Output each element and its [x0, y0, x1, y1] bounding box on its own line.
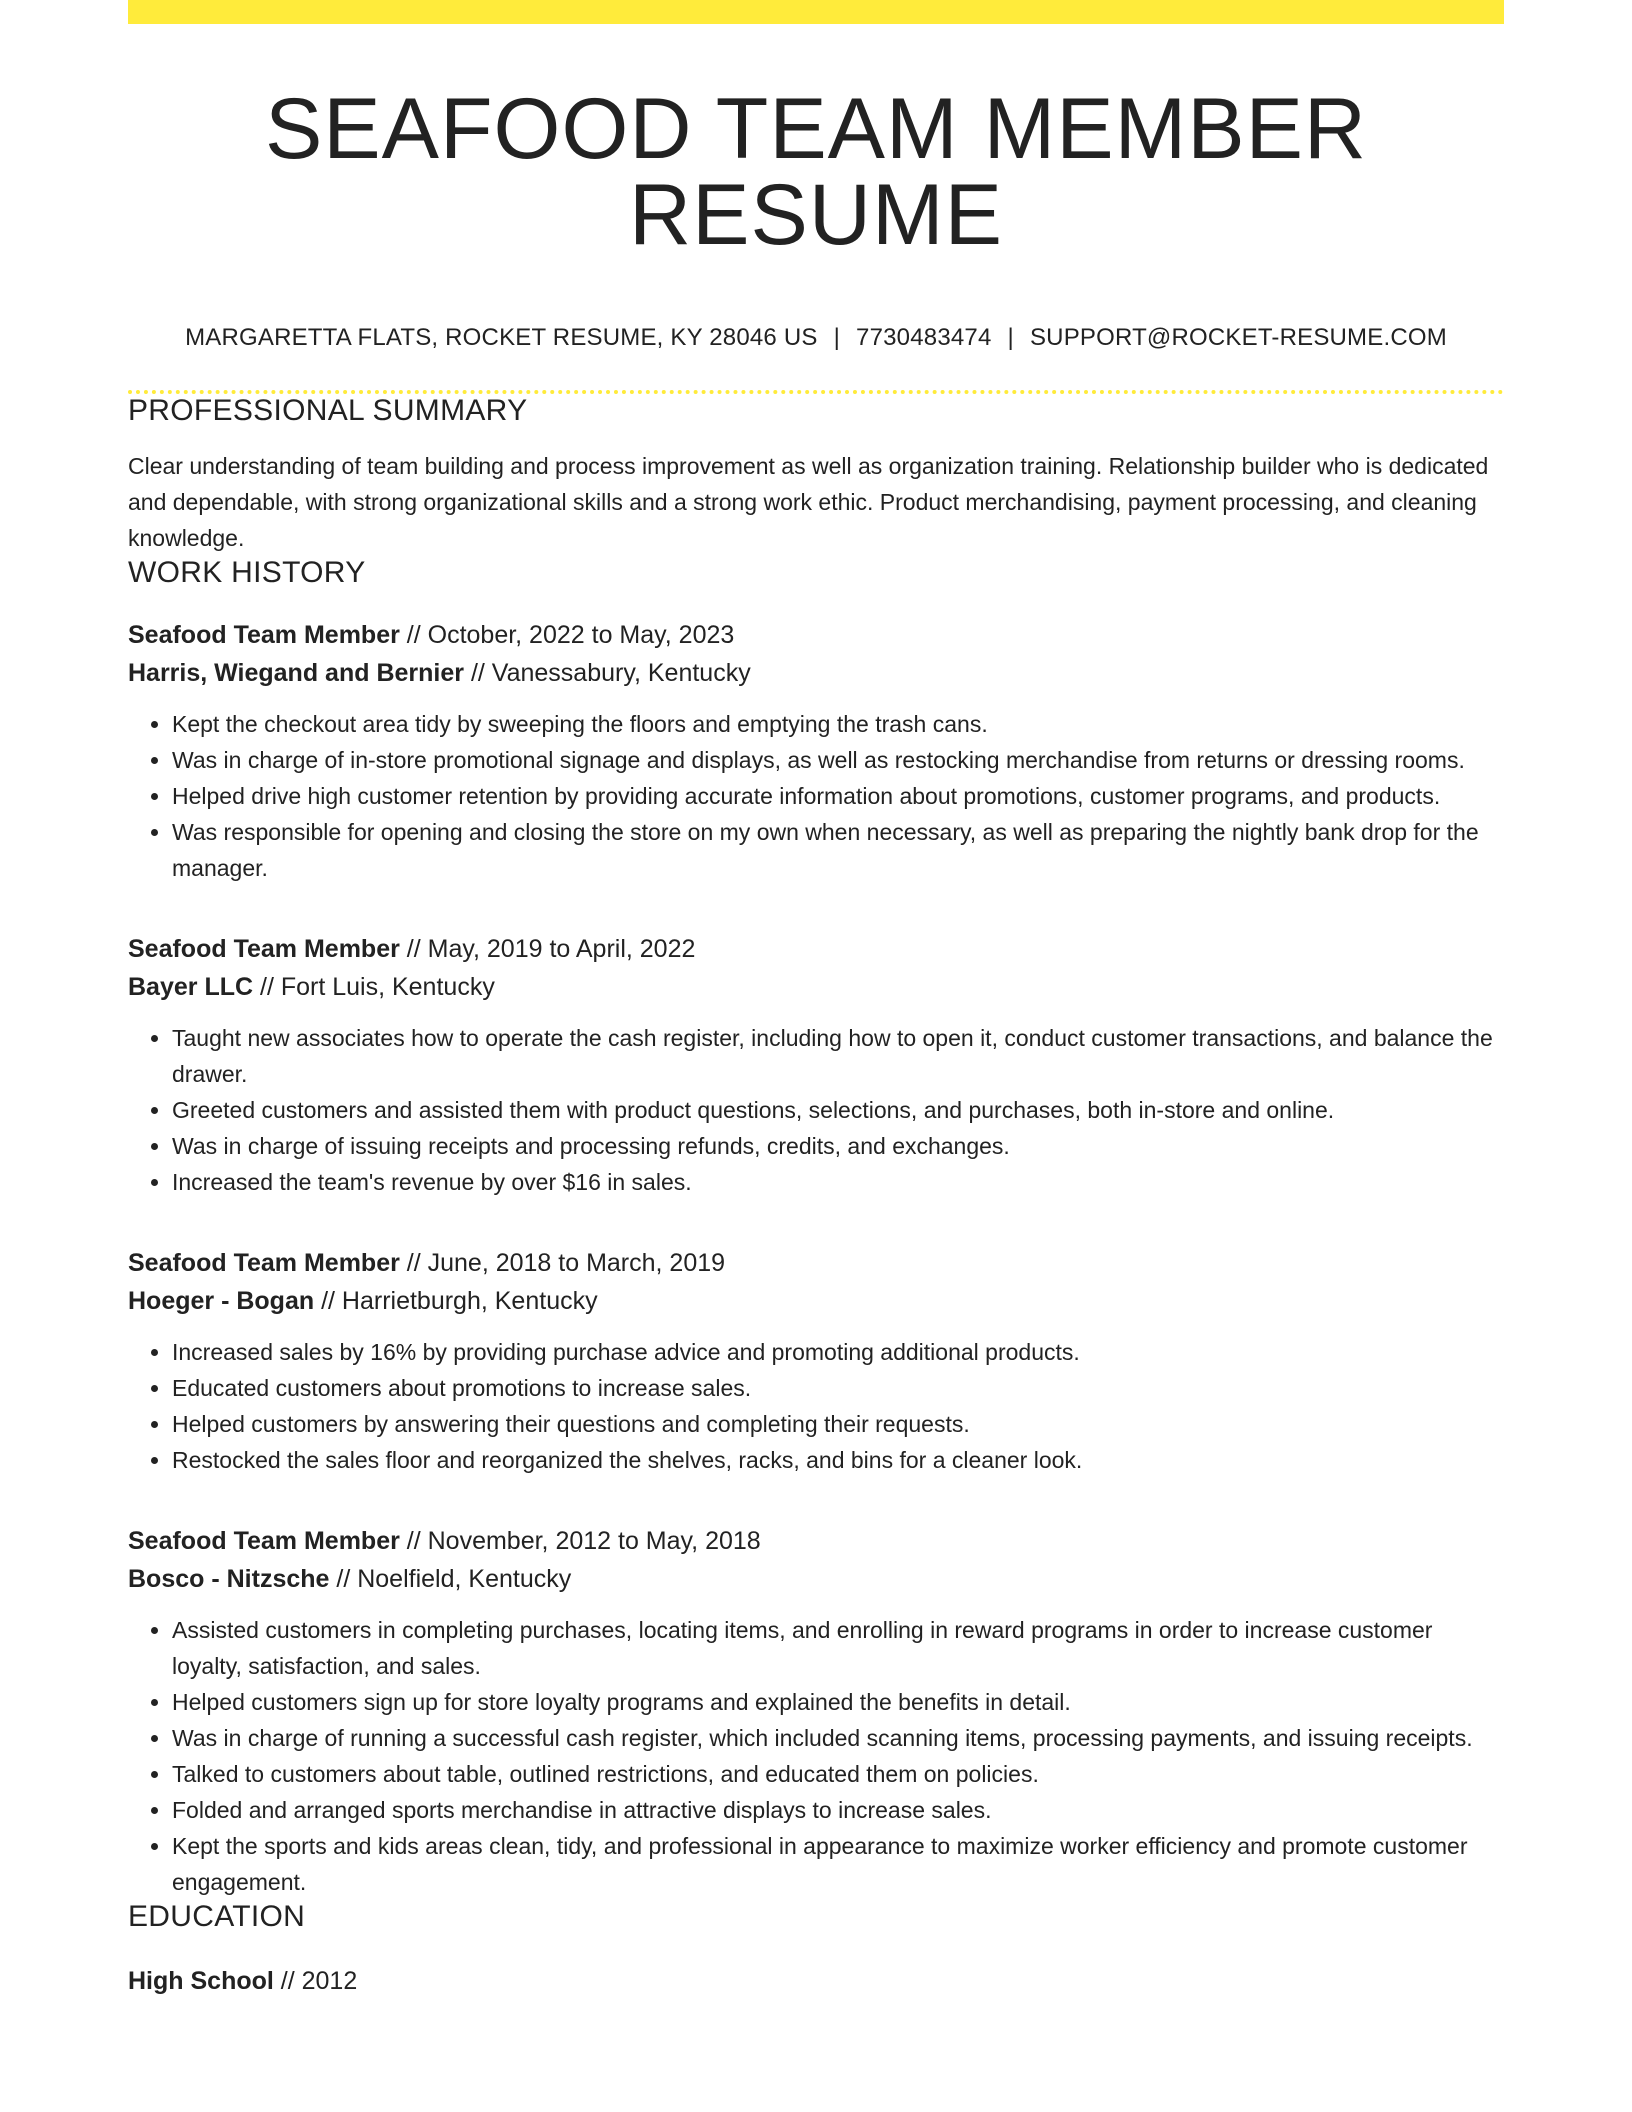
- job-company: Harris, Wiegand and Bernier: [128, 659, 464, 687]
- contact-separator: |: [1007, 324, 1014, 351]
- job-company-line: [128, 654, 1504, 692]
- resume-page: [128, 0, 1504, 2000]
- job-bullet: • Increased the team's revenue by over $16 in sales.: [172, 1164, 1504, 1200]
- job-bullet: • Was responsible for opening and closing the store on my own when necessary, as well as preparing the nightly bank drop for the manager.: [172, 814, 1504, 886]
- job-bullet: • Kept the checkout area tidy by sweeping the floors and emptying the trash cans.: [172, 706, 1504, 742]
- summary-text: Clear understanding of team building and process improvement as well as organization training. Relationship builder who is dedicated and dependable, with strong organizational skills and a strong work ethic. Product merchandising, payment processing, and cleaning knowledge.: [128, 453, 1489, 551]
- job-title: Seafood Team Member: [128, 621, 400, 649]
- job-bullets: [128, 1334, 1504, 1478]
- job-bullets: [128, 1020, 1504, 1200]
- job-company-line: [128, 968, 1504, 1006]
- work-history-list: [128, 616, 1504, 1900]
- job-bullets: [128, 706, 1504, 886]
- job-entry: [128, 616, 1504, 886]
- job-title: Seafood Team Member: [128, 1527, 400, 1555]
- job-location: // Vanessabury, Kentucky: [470, 659, 751, 687]
- contact-line: [128, 324, 1504, 352]
- education-list: [128, 1962, 1504, 2000]
- job-bullet: • Talked to customers about table, outlined restrictions, and educated them on policies.: [172, 1756, 1504, 1792]
- job-bullet: • Assisted customers in completing purchases, locating items, and enrolling in reward programs in order to increase customer loyalty, satisfaction, and sales.: [172, 1612, 1504, 1684]
- job-company: Bosco - Nitzsche: [128, 1565, 330, 1593]
- job-location: // Noelfield, Kentucky: [336, 1565, 572, 1593]
- job-bullet: • Helped drive high customer retention by providing accurate information about promotions, customer programs, and products.: [172, 778, 1504, 814]
- job-company-line: [128, 1282, 1504, 1320]
- job-entry: [128, 1522, 1504, 1900]
- job-bullets: [128, 1612, 1504, 1900]
- job-title-line: [128, 616, 1504, 654]
- job-title-line: [128, 930, 1504, 968]
- job-bullet: • Taught new associates how to operate the cash register, including how to open it, conduct customer transactions, and balance the drawer.: [172, 1020, 1504, 1092]
- job-bullet: • Increased sales by 16% by providing purchase advice and promoting additional products.: [172, 1334, 1504, 1370]
- job-dates: // November, 2012 to May, 2018: [406, 1527, 761, 1555]
- contact-separator: |: [833, 324, 841, 351]
- job-bullet: • Was in charge of running a successful cash register, which included scanning items, processing payments, and issuing receipts.: [172, 1720, 1504, 1756]
- education-year: // 2012: [280, 1967, 358, 1995]
- job-location: // Fort Luis, Kentucky: [260, 973, 495, 1001]
- job-bullet: • Was in charge of in-store promotional signage and displays, as well as restocking merchandise from returns or dressing rooms.: [172, 742, 1504, 778]
- job-bullet: • Greeted customers and assisted them with product questions, selections, and purchases, both in-store and online.: [172, 1092, 1504, 1128]
- job-bullet: • Educated customers about promotions to increase sales.: [172, 1370, 1504, 1406]
- job-bullet: • Folded and arranged sports merchandise in attractive displays to increase sales.: [172, 1792, 1504, 1828]
- contact-phone: 7730483474: [856, 324, 992, 351]
- job-company: Hoeger - Bogan: [128, 1287, 315, 1315]
- job-title-line: [128, 1522, 1504, 1560]
- job-entry: [128, 1244, 1504, 1478]
- job-dates: // October, 2022 to May, 2023: [406, 621, 735, 649]
- job-company: Bayer LLC: [128, 973, 254, 1001]
- job-title-line: [128, 1244, 1504, 1282]
- education-school: High School: [128, 1967, 274, 1995]
- job-title: Seafood Team Member: [128, 1249, 400, 1277]
- job-entry: [128, 930, 1504, 1200]
- work-history-heading: WORK HISTORY: [128, 556, 366, 589]
- job-bullet: • Helped customers sign up for store loyalty programs and explained the benefits in detail.: [172, 1684, 1504, 1720]
- education-heading: EDUCATION: [128, 1900, 306, 1933]
- job-bullet: • Restocked the sales floor and reorganized the shelves, racks, and bins for a cleaner look.: [172, 1442, 1504, 1478]
- job-dates: // May, 2019 to April, 2022: [406, 935, 696, 963]
- job-title: Seafood Team Member: [128, 935, 400, 963]
- contact-address: MARGARETTA FLATS, ROCKET RESUME, KY 28046 US: [185, 324, 818, 351]
- job-company-line: [128, 1560, 1504, 1598]
- accent-top-bar: [128, 0, 1504, 24]
- resume-title: SEAFOOD TEAM MEMBER RESUME: [264, 81, 1368, 263]
- job-location: // Harrietburgh, Kentucky: [321, 1287, 598, 1315]
- job-bullet: • Helped customers by answering their questions and completing their requests.: [172, 1406, 1504, 1442]
- job-bullet: • Was in charge of issuing receipts and processing refunds, credits, and exchanges.: [172, 1128, 1504, 1164]
- education-entry: [128, 1962, 1504, 2000]
- summary-heading: PROFESSIONAL SUMMARY: [128, 394, 528, 427]
- job-dates: // June, 2018 to March, 2019: [406, 1249, 726, 1277]
- job-bullet: • Kept the sports and kids areas clean, tidy, and professional in appearance to maximize worker efficiency and promote customer engagement.: [172, 1828, 1504, 1900]
- contact-email: SUPPORT@ROCKET-RESUME.COM: [1029, 324, 1447, 351]
